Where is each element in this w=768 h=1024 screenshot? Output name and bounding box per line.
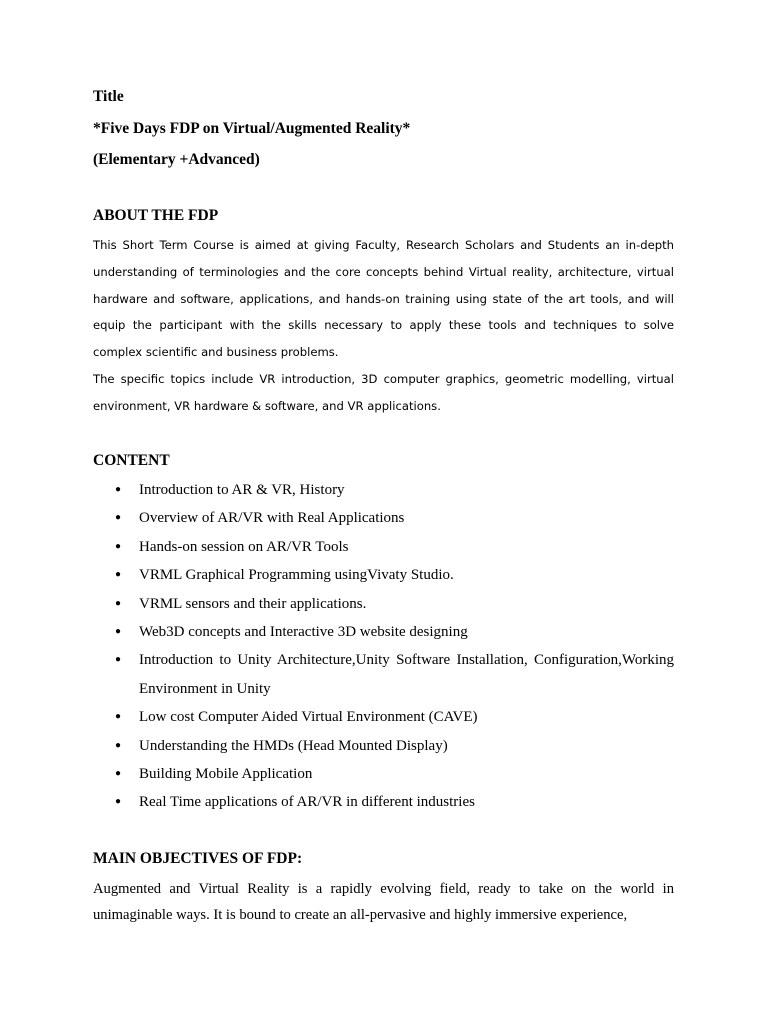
list-item: ● Building Mobile Application xyxy=(93,760,674,788)
document-title: *Five Days FDP on Virtual/Augmented Reality* xyxy=(93,120,411,137)
bullet-icon: ● xyxy=(115,654,122,666)
bullet-icon: ● xyxy=(115,739,122,751)
bullet-icon: ● xyxy=(115,484,122,495)
document-subtitle: (Elementary +Advanced) xyxy=(93,151,260,168)
list-item: ● Low cost Computer Aided Virtual Environment (CAVE) xyxy=(93,703,674,731)
list-item: ● Understanding the HMDs (Head Mounted Display) xyxy=(93,732,674,760)
bullet-icon: ● xyxy=(115,569,122,581)
list-item: ● Hands-on session on AR/VR Tools xyxy=(93,533,674,561)
list-item: ● Introduction to AR & VR, History xyxy=(93,476,674,504)
list-item: ● VRML Graphical Programming usingVivaty Studio. xyxy=(93,561,674,589)
bullet-icon: ● xyxy=(115,626,122,638)
list-item: ● Web3D concepts and Interactive 3D website designing xyxy=(93,618,674,646)
bullet-icon: ● xyxy=(115,796,122,808)
content-list xyxy=(93,476,674,817)
about-paragraph-2: The specific topics include VR introduction, 3D computer graphics, geometric modelling, virtual environment, VR hardware & software, and VR applications. xyxy=(93,372,674,413)
list-item: ● Overview of AR/VR with Real Applications xyxy=(93,504,674,532)
about-heading: ABOUT THE FDP xyxy=(93,207,219,224)
bullet-icon: ● xyxy=(115,711,122,723)
bullet-icon: ● xyxy=(115,768,122,780)
bullet-icon: ● xyxy=(115,597,122,609)
list-item: ● Introduction to Unity Architecture,Unity Software Installation, Configuration,Working Environment in Unity xyxy=(93,646,674,703)
title-label: Title xyxy=(93,88,124,105)
list-item: ● VRML sensors and their applications. xyxy=(93,590,674,618)
objectives-paragraph: Augmented and Virtual Reality is a rapidly evolving field, ready to take on the world in unimaginable ways. It is bound to create an all-pervasive and highly immersive experience, xyxy=(93,881,674,923)
content-heading: CONTENT xyxy=(93,452,170,469)
about-paragraph-1: This Short Term Course is aimed at giving Faculty, Research Scholars and Students an in-depth understanding of terminologies and the core concepts behind Virtual reality, architecture, virtual hardware and software, applications, and hands-on training using state of the art tools, and will equip the participant with the skills necessary to apply these tools and techniques to solve complex scientific and business problems. xyxy=(93,238,674,360)
bullet-icon: ● xyxy=(115,512,122,524)
objectives-heading: MAIN OBJECTIVES OF FDP: xyxy=(93,850,303,867)
list-item: ● Real Time applications of AR/VR in different industries xyxy=(93,788,674,816)
bullet-icon: ● xyxy=(115,540,122,552)
